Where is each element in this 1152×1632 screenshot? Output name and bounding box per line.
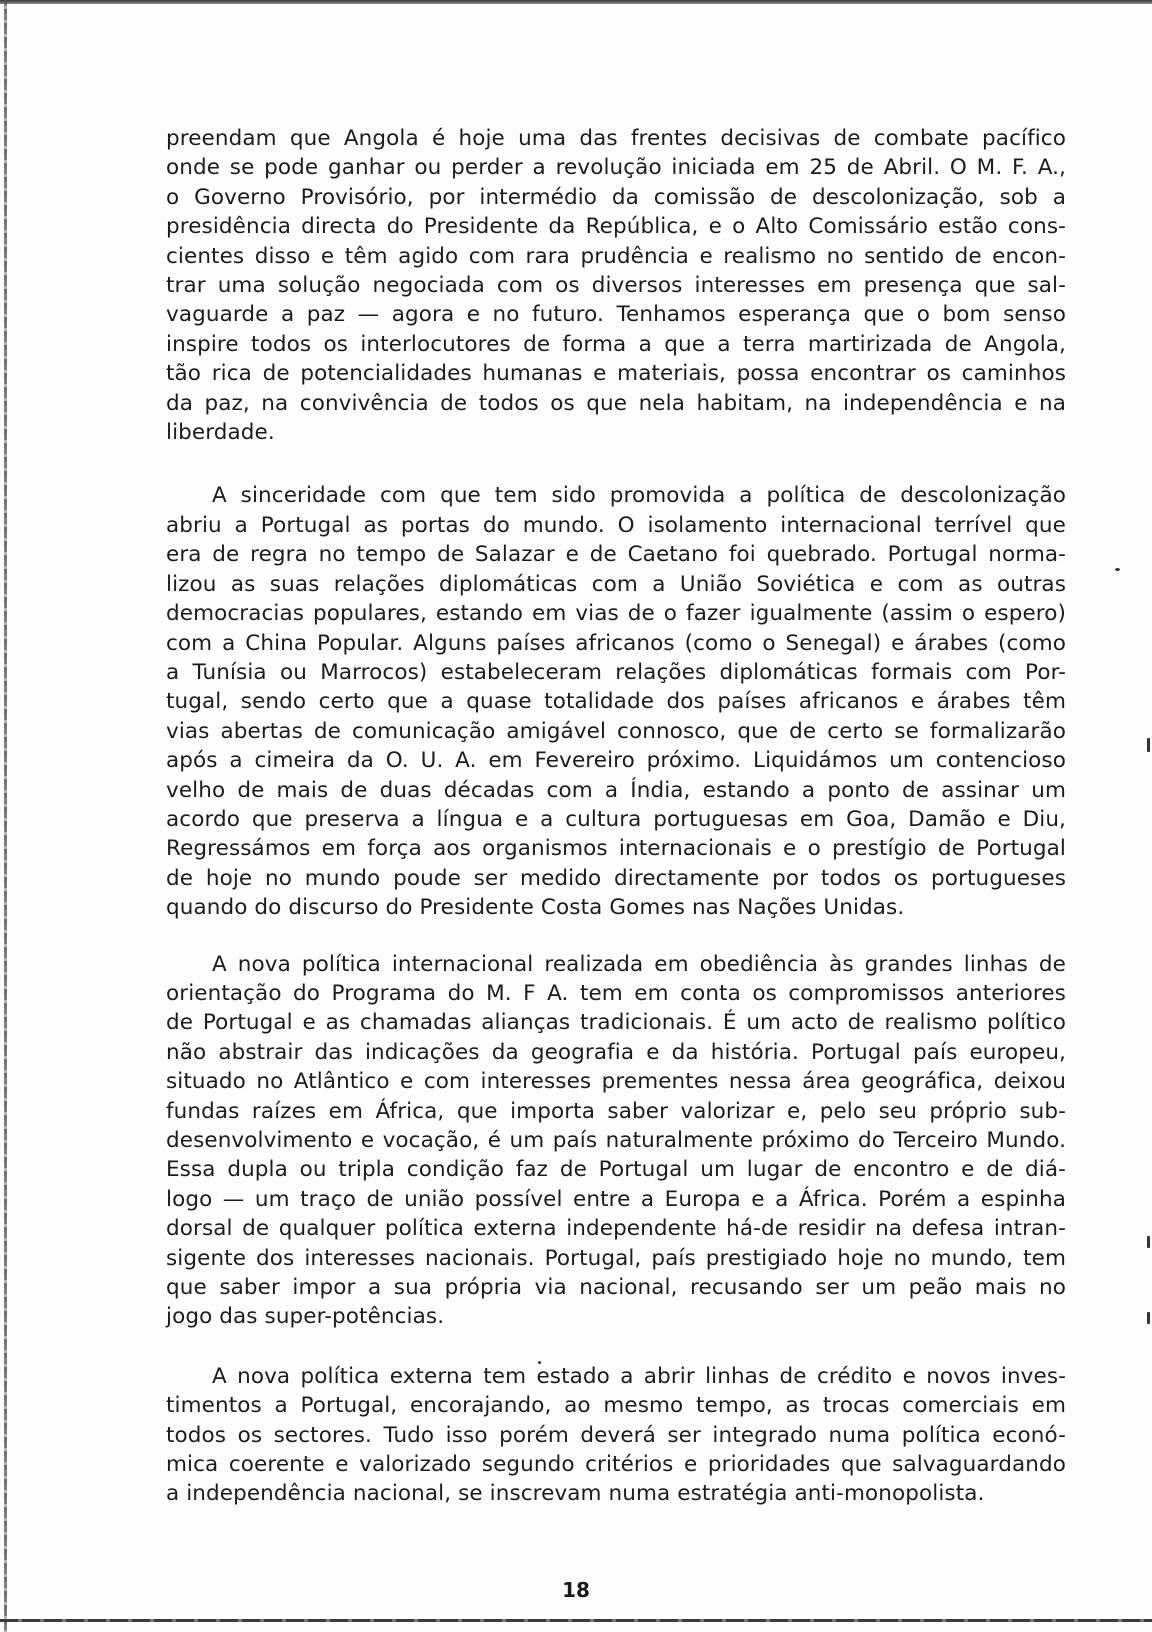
text-line: preendam que Angola é hoje uma das frentes decisivas de combate pacífico: [166, 126, 1066, 151]
paragraph-gap: [166, 923, 1066, 950]
scan-edge-top: [0, 0, 1152, 4]
text-line: de Portugal e as chamadas alianças tradicionais. É um acto de realismo político: [166, 1010, 1066, 1036]
text-line: onde se pode ganhar ou perder a revolução iniciada em 25 de Abril. O M. F. A.,: [166, 155, 1066, 181]
text-line: logo — um traço de união possível entre a Europa e a África. Porém a espinha: [166, 1186, 1066, 1212]
text-line: velho de mais de duas décadas com a Índia, estando a ponto de assinar um: [166, 777, 1066, 803]
body-text: [166, 124, 1066, 1509]
text-line: trar uma solução negociada com os diversos interesses em presença que sal-: [166, 273, 1066, 299]
text-line: orientação do Programa do M. F A. tem em conta os compromissos anteriores: [166, 980, 1066, 1006]
text-line: democracias populares, estando em vias de o fazer igualmente (assim o espero): [166, 601, 1066, 627]
text-line: tugal, sendo certo que a quase totalidade dos países africanos e árabes têm: [166, 689, 1066, 715]
text-line: mica coerente e valorizado segundo critérios e prioridades que salvaguardando: [166, 1452, 1066, 1478]
text-line: dorsal de qualquer política externa independente há-de residir na defesa intran-: [166, 1216, 1066, 1242]
text-line: vias abertas de comunicação amigável connosco, que de certo se formalizarão: [166, 718, 1066, 744]
text-line: Regressámos em força aos organismos internacionais e o prestígio de Portugal: [166, 836, 1066, 862]
text-line: A nova política internacional realizada em obediência às grandes linhas de: [212, 951, 1066, 977]
text-line: que saber impor a sua própria via nacional, recusando ser um peão mais no: [166, 1275, 1066, 1301]
text-line: sigente dos interesses nacionais. Portugal, país prestigiado hoje no mundo, tem: [166, 1245, 1066, 1271]
text-line: com a China Popular. Alguns países africanos (como o Senegal) e árabes (como: [166, 630, 1066, 656]
scan-edge-bottom: [0, 1619, 1152, 1622]
paragraph: [166, 124, 1066, 447]
scan-edge-left: [4, 0, 7, 1632]
text-line: não abstrair das indicações da geografia e da história. Portugal país europeu,: [166, 1039, 1066, 1065]
scan-speck: [1115, 568, 1120, 571]
text-line: A sinceridade com que tem sido promovida a política de descolonização: [212, 483, 1066, 509]
text-line: timentos a Portugal, encorajando, ao mesmo tempo, as trocas comerciais em: [166, 1393, 1066, 1419]
scan-speck: [1147, 738, 1150, 752]
text-line: da paz, na convivência de todos os que nela habitam, na independência e na: [166, 390, 1066, 416]
text-line: a independência nacional, se inscrevam numa estratégia anti-monopolista.: [166, 1481, 985, 1507]
text-line: tão rica de potencialidades humanas e materiais, possa encontrar os caminhos: [166, 361, 1066, 387]
text-line: acordo que preserva a língua e a cultura portuguesas em Goa, Damão e Diu,: [166, 806, 1066, 832]
text-line: cientes disso e têm agido com rara prudência e realismo no sentido de encon-: [166, 243, 1066, 269]
page-number: 18: [562, 1578, 590, 1602]
text-line: quando do discurso do Presidente Costa Gomes nas Nações Unidas.: [166, 895, 905, 921]
text-line: vaguarde a paz — agora e no futuro. Tenhamos esperança que o bom senso: [166, 302, 1066, 328]
text-line: era de regra no tempo de Salazar e de Caetano foi quebrado. Portugal norma-: [166, 542, 1066, 568]
text-line: a Tunísia ou Marrocos) estabeleceram relações diplomáticas formais com Por-: [166, 659, 1066, 685]
scan-speck: [1147, 1312, 1150, 1324]
text-line: liberdade.: [166, 420, 275, 446]
text-line: A nova política externa tem estado a abrir linhas de crédito e novos inves-: [212, 1363, 1066, 1389]
text-line: o Governo Provisório, por intermédio da comissão de descolonização, sob a: [166, 184, 1066, 210]
text-line: desenvolvimento e vocação, é um país naturalmente próximo do Terceiro Mundo.: [166, 1128, 1066, 1153]
text-line: situado no Atlântico e com interesses prementes nessa área geográfica, deixou: [166, 1069, 1066, 1095]
scan-speck: [1147, 1236, 1150, 1248]
text-line: todos os sectores. Tudo isso porém deverá ser integrado numa política econó-: [166, 1422, 1066, 1448]
paragraph-gap: [166, 1332, 1066, 1362]
text-line: presidência directa do Presidente da República, e o Alto Comissário estão cons-: [166, 214, 1066, 240]
paragraph-gap: [166, 447, 1066, 481]
text-line: de hoje no mundo poude ser medido directamente por todos os portugueses: [166, 865, 1066, 891]
paragraph: [166, 1362, 1066, 1509]
text-line: fundas raízes em África, que importa saber valorizar e, pelo seu próprio sub-: [166, 1098, 1066, 1124]
text-line: Essa dupla ou tripla condição faz de Portugal um lugar de encontro e de diá-: [166, 1157, 1066, 1183]
paragraph: [166, 481, 1066, 922]
text-line: inspire todos os interlocutores de forma a que a terra martirizada de Angola,: [166, 331, 1066, 357]
text-line: lizou as suas relações diplomáticas com a União Soviética e com as outras: [166, 571, 1066, 597]
paragraph: [166, 950, 1066, 1332]
text-line: jogo das super-potências.: [166, 1304, 445, 1330]
text-line: abriu a Portugal as portas do mundo. O isolamento internacional terrível que: [166, 512, 1066, 538]
text-line: após a cimeira da O. U. A. em Fevereiro próximo. Liquidámos um contencioso: [166, 748, 1066, 774]
